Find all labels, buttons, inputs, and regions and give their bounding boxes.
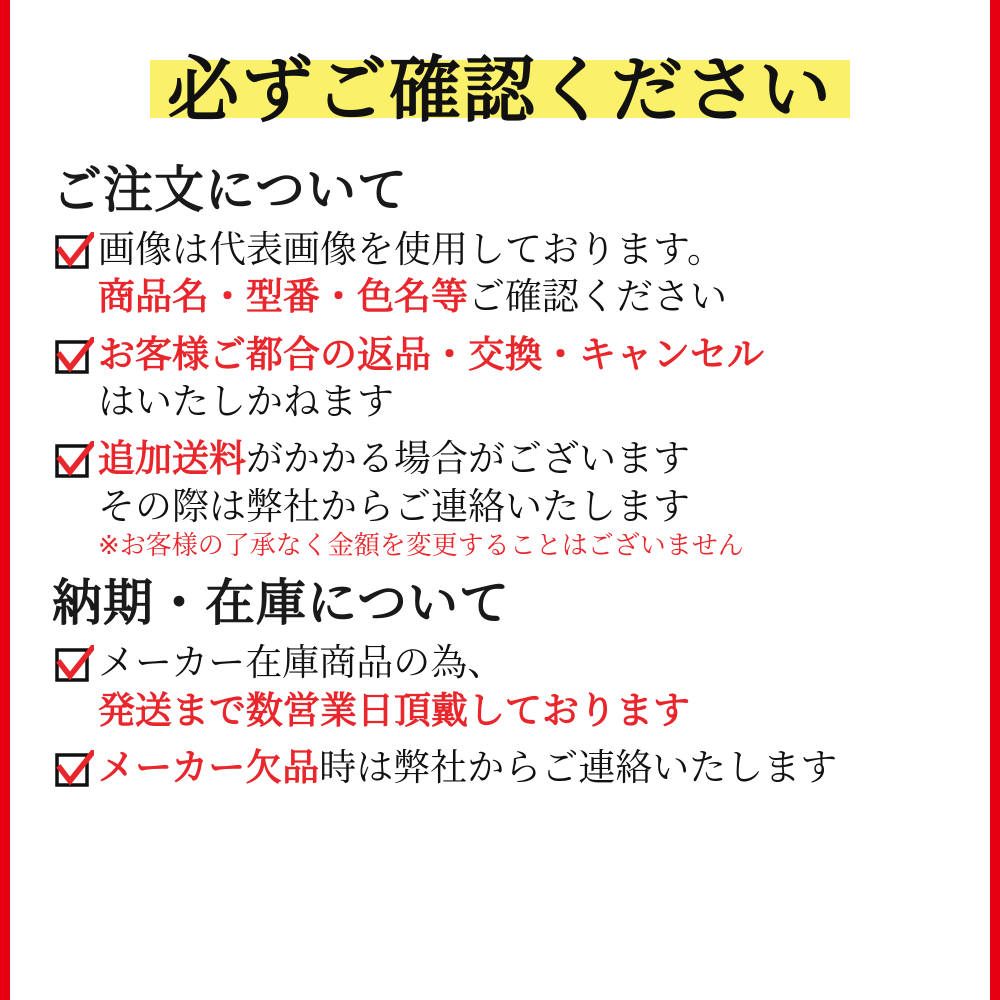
notice-line — [98, 226, 960, 273]
checkbox-checked-icon — [54, 645, 94, 685]
text-segment: 画像は代表画像を使用しております。 — [98, 228, 725, 271]
text-segment: メーカー在庫商品の為、 — [98, 641, 505, 685]
notice-item-lines — [98, 744, 960, 791]
notice-line — [98, 530, 960, 563]
notice-section — [40, 160, 960, 563]
text-segment-emphasis: 追加送料 — [98, 437, 246, 481]
notice-line — [98, 744, 960, 791]
text-segment-emphasis: お客様ご都合の返品・交換・キャンセル — [98, 332, 764, 376]
notice-line — [98, 331, 960, 378]
notice-line — [98, 687, 960, 734]
checkbox-checked-icon — [54, 441, 94, 481]
notice-item-lines — [98, 639, 960, 734]
notice-item — [54, 435, 960, 563]
page-title-text: 必ずご確認ください — [166, 48, 833, 132]
checkbox-checked-icon — [54, 232, 94, 272]
page-title — [40, 30, 960, 150]
notice-section — [40, 573, 960, 791]
notice-line — [98, 273, 960, 320]
notice-item-lines — [98, 331, 960, 426]
sections-container — [40, 160, 960, 792]
notice-content — [10, 0, 990, 1000]
text-segment: はいたしかねます — [98, 380, 394, 424]
checkbox-checked-icon — [54, 337, 94, 377]
checkbox-checked-icon — [54, 750, 94, 790]
notice-item — [54, 226, 960, 321]
text-segment: がかかる場合がございます — [246, 437, 690, 481]
text-segment-emphasis: メーカー欠品 — [98, 746, 320, 790]
section-heading: ご注文について — [52, 161, 408, 219]
text-segment-emphasis: 発送まで数営業日頂戴しております — [98, 688, 690, 732]
text-segment: 時は弊社からご連絡いたします — [319, 746, 838, 790]
notice-item — [54, 331, 960, 426]
section-heading: 納期・在庫について — [52, 574, 510, 633]
notice-line — [98, 378, 960, 425]
text-segment: ご確認ください — [468, 275, 727, 319]
notice-item — [54, 744, 960, 791]
notice-item-lines — [98, 435, 960, 563]
text-segment-emphasis: ※お客様の了承なく金額を変更することはございません — [98, 531, 744, 562]
text-segment: その際は弊社からご連絡いたします — [98, 484, 690, 528]
notice-line — [98, 639, 960, 686]
text-segment-emphasis: 商品名・型番・色名等 — [98, 275, 468, 319]
notice-item-lines — [98, 226, 960, 321]
notice-line — [98, 435, 960, 482]
notice-item — [54, 639, 960, 734]
notice-line — [98, 483, 960, 530]
